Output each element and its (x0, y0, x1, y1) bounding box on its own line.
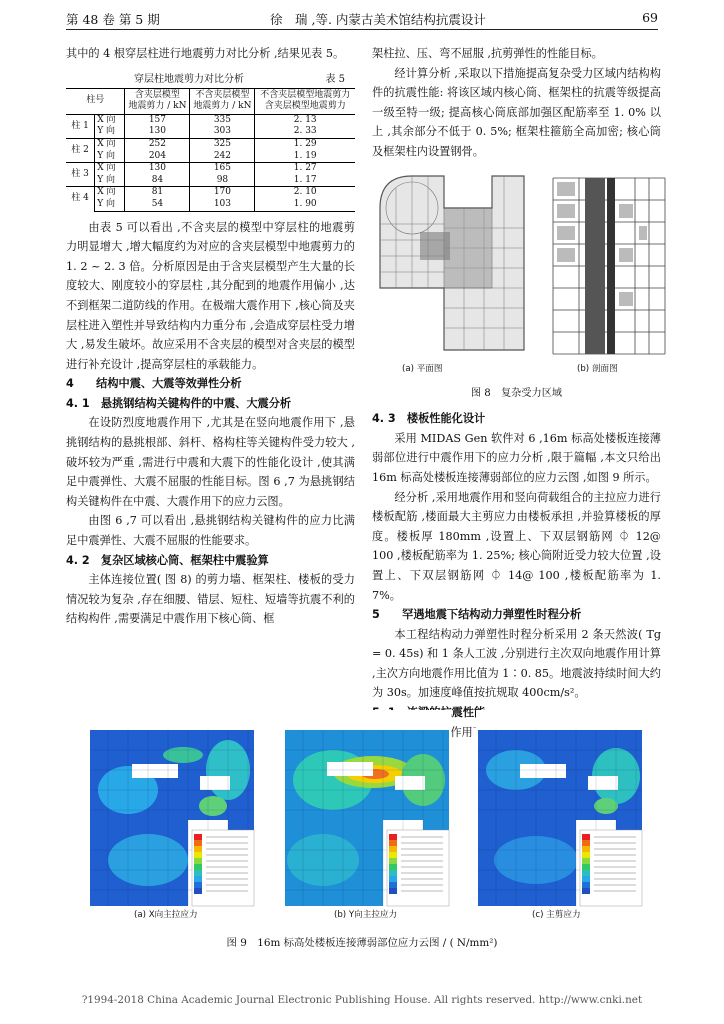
column-header: 不含夹层模型 地震剪力 / kN (190, 88, 255, 114)
color-legend (387, 830, 449, 906)
ratio-cell: 1. 29 (255, 138, 355, 150)
subfigure-caption: (a) X向主拉应力 (134, 910, 198, 920)
paragraph: 经计算分析 ,采取以下措施提高复杂受力区域内结构构件的抗震性能: 将该区域内核心筒、框架柱的抗震等级提高一级至特一级; 提高核心筒底部加强区配筋率至 1. 0% 以上 ,其余部分不低于 0. 5%; 框架柱箍筋全高加密; 核心筒及框架柱内设置钢骨。 (372, 66, 661, 158)
value-cell: 303 (190, 126, 255, 138)
value-cell: 325 (190, 138, 255, 150)
subsection-heading: 4. 2 复杂区域核心筒、框架柱中震验算 (66, 553, 269, 567)
table-title: 穿层柱地震剪力对比分析 (134, 73, 244, 85)
subfigure-caption: (c) 主剪应力 (532, 910, 581, 920)
copyright-footer: ?1994-2018 China Academic Journal Electronic Publishing House. All rights reserved. http://www.cnki.net (81, 994, 643, 1006)
direction-cell: X 向 (95, 138, 125, 150)
column-id-cell: 柱 3 (66, 163, 95, 187)
value-cell: 204 (125, 151, 190, 163)
right-column (372, 44, 661, 742)
direction-cell: Y 向 (95, 151, 125, 163)
value-cell: 130 (125, 126, 190, 138)
table-header-row (66, 88, 355, 114)
stress-contour-shear (476, 704, 644, 916)
subfigure-caption: (a) 平面图 (402, 363, 443, 374)
subfigure-caption: (b) Y向主拉应力 (334, 910, 398, 920)
direction-cell: X 向 (95, 187, 125, 199)
column-id-cell: 柱 4 (66, 187, 95, 211)
direction-cell: Y 向 (95, 199, 125, 211)
value-cell: 103 (190, 199, 255, 211)
paragraph: 本工程结构动力弹塑性时程分析采用 2 条天然波( Tg = 0. 45s) 和 1 条人工波 ,分别进行主次双向地震作用计算 ,主次方向地震作用比值为 1∶0. 85。地震波持续时间大约为 30s。加速度峰值按抗规取 400cm/s²。 (372, 627, 661, 700)
table-row (66, 138, 355, 150)
value-cell: 335 (190, 114, 255, 126)
direction-cell: Y 向 (95, 175, 125, 187)
column-id-cell: 柱 1 (66, 114, 95, 138)
subsection-heading: 4. 1 悬挑钢结构关键构件的中震、大震分析 (66, 396, 292, 410)
value-cell: 242 (190, 151, 255, 163)
value-cell: 98 (190, 175, 255, 187)
direction-cell: Y 向 (95, 126, 125, 138)
column-header: 含夹层模型 地震剪力 / kN (125, 88, 190, 114)
section-heading: 5 罕遇地震下结构动力弹塑性时程分析 (372, 608, 582, 622)
table-row (66, 163, 355, 175)
direction-cell: X 向 (95, 114, 125, 126)
running-header-title: 徐 瑞 ,等. 内蒙古美术馆结构抗震设计 (270, 12, 486, 27)
section-view-drawing (549, 168, 669, 358)
table-label: 表 5 (325, 73, 345, 85)
value-cell: 157 (125, 114, 190, 126)
column-id-cell: 柱 2 (66, 138, 95, 162)
value-cell: 130 (125, 163, 190, 175)
figure-caption: 图 9 16m 标高处楼板连接薄弱部位应力云图 / ( N/mm²) (226, 937, 498, 949)
ratio-cell: 2. 10 (255, 187, 355, 199)
table-row (66, 126, 355, 138)
stress-contour-x-tension (88, 704, 256, 916)
value-cell: 81 (125, 187, 190, 199)
table-row (66, 114, 355, 126)
column-header: 柱号 (66, 88, 125, 114)
ratio-cell: 1. 90 (255, 199, 355, 211)
table-5 (66, 72, 355, 212)
paragraph: 采用 MIDAS Gen 软件对 6 ,16m 标高处楼板连接薄弱部位进行中震作用下的应力分析 ,限于篇幅 ,本文只给出 16m 标高处楼板连接薄弱部位的应力云图 ,如图 9 所示。 (372, 431, 661, 484)
subfigure-caption: (b) 剖面图 (577, 363, 618, 374)
value-cell: 165 (190, 163, 255, 175)
plan-view-drawing (372, 168, 532, 358)
ratio-cell: 2. 13 (255, 114, 355, 126)
paragraph: 主体连接位置( 图 8) 的剪力墙、框架柱、楼板的受力情况较为复杂 ,存在细腰、错层、短柱、短墙等抗震不利的结构构件 ,需要满足中震作用下核心筒、框 (66, 573, 355, 626)
paragraph: 由表 5 可以看出 ,不含夹层的模型中穿层柱的地震剪力明显增大 ,增大幅度约为对应的含夹层模型中地震剪力的 1. 2 ~ 2. 3 倍。分析原因是由于含夹层模型产生大量的长度较大、刚度较小的穿层柱 ,其分配到的地震作用偏小 ,达不到框架二道防线的作用。在极端大震作用下 ,核心筒及夹层柱进入塑性并导致结构内力重分布 ,会造成穿层柱受力增大 ,易发生破坏。故应采用不含夹层的模型对含夹层的模型进行补充设计 ,提高穿层柱的承载能力。 (66, 220, 355, 371)
direction-cell: X 向 (95, 163, 125, 175)
table-row (66, 175, 355, 187)
value-cell: 84 (125, 175, 190, 187)
paragraph: 经分析 ,采用地震作用和竖向荷载组合的主拉应力进行楼板配筋 ,楼面最大主剪应力由楼板承担 ,并验算楼板的厚度。楼板厚 180mm ,设置上、下双层钢筋网 ⏀ 12@ 100 ,楼板配筋率为 1. 25%; 核心筒附近受力较大位置 ,设置上、下双层钢筋网 ⏀ 14@ 100 ,楼板配筋率为 1. 7%。 (372, 490, 661, 602)
section-heading: 4 结构中震、大震等效弹性分析 (66, 377, 242, 391)
ratio-cell: 1. 17 (255, 175, 355, 187)
figure-8 (372, 168, 661, 380)
table-caption (66, 72, 355, 88)
ratio-cell: 2. 33 (255, 126, 355, 138)
figure-caption: 图 8 复杂受力区域 (470, 387, 563, 399)
value-cell: 170 (190, 187, 255, 199)
paragraph: 由图 6 ,7 可以看出 ,悬挑钢结构关键构件的应力比满足中震弹性、大震不屈服的性能要求。 (66, 514, 355, 548)
stress-contour-y-tension (283, 704, 451, 916)
paragraph: 架柱拉、压、弯不屈服 ,抗剪弹性的性能目标。 (372, 47, 603, 60)
running-header-volume: 第 48 卷 第 5 期 (66, 12, 160, 27)
left-column (66, 44, 355, 629)
value-cell: 252 (125, 138, 190, 150)
paragraph: 在设防烈度地震作用下 ,尤其是在竖向地震作用下 ,悬挑钢结构的悬挑根部、斜杆、格构柱等关键构件受力较大 ,破坏较为严重 ,需进行中震和大震下的性能化设计 ,使其满足中震弹性、大震不屈服的性能目标。图 6 ,7 为悬挑钢结构关键构件在中震、大震作用下的应力云图。 (66, 416, 355, 508)
subsection-heading: 4. 3 楼板性能化设计 (372, 412, 486, 426)
color-legend (580, 830, 642, 906)
paragraph: 其中的 4 根穿层柱进行地震剪力对比分析 ,结果见表 5。 (66, 47, 345, 60)
page-number: 69 (642, 10, 658, 25)
ratio-cell: 1. 19 (255, 151, 355, 163)
figure-9 (76, 704, 654, 936)
color-legend (192, 830, 254, 906)
data-table (66, 88, 355, 212)
value-cell: 54 (125, 199, 190, 211)
header-rule (66, 29, 658, 30)
ratio-cell: 1. 27 (255, 163, 355, 175)
table-row (66, 187, 355, 199)
table-row (66, 151, 355, 163)
table-row (66, 199, 355, 211)
column-header: 不含夹层模型地震剪力 含夹层模型地震剪力 (255, 88, 355, 114)
